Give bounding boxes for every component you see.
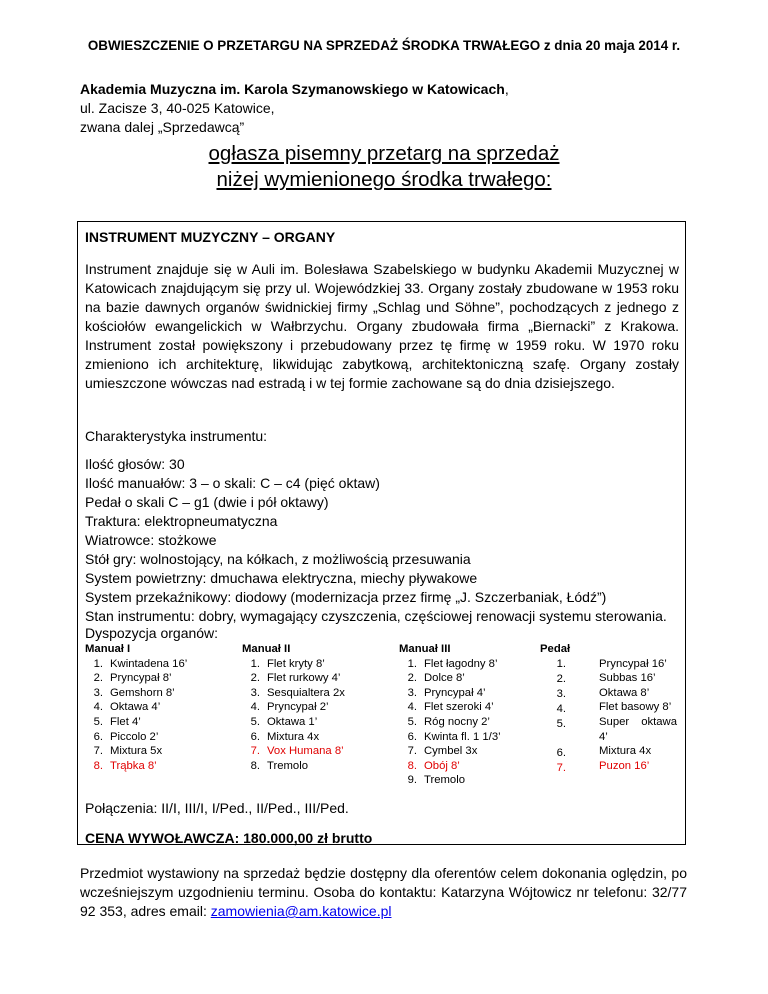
- stop-item: [399, 759, 539, 774]
- stop-name: Mixtura 4x: [267, 730, 320, 743]
- pedal-column: [540, 642, 570, 776]
- manual-1-heading: Manuał I: [85, 643, 131, 655]
- stop-number: 3.: [250, 686, 260, 699]
- stop-item: [85, 730, 235, 745]
- characteristics-title: Charakterystyka instrumentu:: [85, 428, 268, 444]
- pedal-stop-name: Puzon 16’: [599, 759, 650, 772]
- stop-number: 5.: [407, 715, 417, 728]
- manual-3-stops: [399, 657, 539, 788]
- stop-item: [399, 744, 539, 759]
- manual-1-column: [85, 642, 235, 773]
- stop-number: 4.: [407, 701, 417, 714]
- stop-number: 8.: [250, 759, 260, 772]
- stop-number: 4.: [250, 701, 260, 714]
- stop-name: Trąbka 8’: [110, 759, 157, 772]
- announcement-title: [0, 141, 768, 193]
- stop-item: [399, 686, 539, 701]
- stop-item: [399, 700, 539, 715]
- stop-number: 5.: [250, 715, 260, 728]
- stop-number: 9.: [407, 774, 417, 787]
- footer-text: Przedmiot wystawiony na sprzedaż będzie dostępny dla oferentów celem dokonania oględzin, po wcześniejszym uzgodnieniu terminu. Osoba do kontaktu: Katarzyna Wójtowicz nr telefonu: 32/77 92 353, adres email:: [80, 865, 687, 919]
- stop-number: 8.: [407, 759, 417, 772]
- pedal-stop-number: 7.: [556, 761, 566, 774]
- stop-number: 2.: [407, 672, 417, 685]
- stop-name: Flet szeroki 4’: [424, 701, 494, 714]
- pedal-stop-name: Flet basowy 8’: [599, 701, 672, 714]
- stop-number: 3.: [407, 686, 417, 699]
- connections: Połączenia: II/I, III/I, I/Ped., II/Ped., III/Ped.: [85, 800, 349, 816]
- manual-3-heading: Manuał III: [399, 643, 451, 655]
- stop-name: Pryncypał 4’: [424, 686, 486, 699]
- stop-item: [399, 730, 539, 745]
- stop-number: 1.: [250, 657, 260, 670]
- seller-address: ul. Zacisze 3, 40-025 Katowice,: [80, 100, 275, 116]
- stop-name: Flet kryty 8’: [267, 657, 325, 670]
- stop-item: [242, 730, 392, 745]
- stop-item: [242, 759, 392, 774]
- manual-2-column: [242, 642, 392, 773]
- stop-item: [399, 773, 539, 788]
- stop-item: [242, 744, 392, 759]
- pedal-stop-number: 4.: [556, 702, 566, 715]
- pedal-stop-name: Mixtura 4x: [599, 745, 652, 758]
- stop-item: [85, 686, 235, 701]
- item-title: INSTRUMENT MUZYCZNY – ORGANY: [85, 229, 336, 245]
- stop-name: Tremolo: [424, 774, 466, 787]
- pedal-stop-number: 2.: [556, 672, 566, 685]
- stop-number: 8.: [93, 759, 103, 772]
- manual-3-column: [399, 642, 539, 788]
- pedal-stop-number: 1.: [556, 657, 566, 670]
- stop-number: 7.: [93, 745, 103, 758]
- stop-name: Tremolo: [267, 759, 309, 772]
- pedal-numbers: [540, 657, 570, 776]
- contact-email-link[interactable]: zamowienia@am.katowice.pl: [210, 903, 392, 919]
- stop-item: [399, 671, 539, 686]
- stop-name: Gemshorn 8’: [110, 686, 175, 699]
- stop-name: Róg nocny 2’: [424, 715, 490, 728]
- stop-number: 1.: [93, 657, 103, 670]
- spec-line: Traktura: elektropneumatyczna: [85, 513, 278, 529]
- stop-item: [399, 715, 539, 730]
- stop-item: [85, 700, 235, 715]
- manual-2-heading: Manuał II: [242, 643, 291, 655]
- stop-item: [85, 759, 235, 774]
- announcement-line-2: niżej wymienionego środka trwałego:: [216, 168, 552, 191]
- stop-item: [85, 715, 235, 730]
- stop-number: 6.: [250, 730, 260, 743]
- pedal-stop-name: Pryncypał 16’: [599, 657, 667, 670]
- stop-item: [399, 657, 539, 672]
- stop-name: Vox Humana 8’: [267, 745, 344, 758]
- stop-name: Pryncypał 8’: [110, 672, 172, 685]
- spec-line: System powietrzny: dmuchawa elektryczna, miechy pływakowe: [85, 570, 478, 586]
- pedal-stop-name: Subbas 16’: [599, 672, 656, 685]
- stop-name: Oktawa 1’: [267, 715, 318, 728]
- pedal-heading: Pedał: [540, 643, 571, 655]
- manual-2-stops: [242, 657, 392, 774]
- stop-number: 6.: [93, 730, 103, 743]
- seller-name-suffix: ,: [504, 81, 509, 97]
- stop-number: 2.: [93, 672, 103, 685]
- spec-line: Ilość głosów: 30: [85, 456, 185, 472]
- announcement-line-1: ogłasza pisemny przetarg na sprzedaż: [208, 142, 560, 165]
- stop-item: [242, 700, 392, 715]
- stop-item: [85, 671, 235, 686]
- stop-item: [85, 744, 235, 759]
- disposition-title: Dyspozycja organów:: [85, 625, 219, 641]
- pedal-stop-names: [599, 642, 677, 773]
- stop-name: Dolce 8’: [424, 672, 465, 685]
- stop-name: Piccolo 2’: [110, 730, 159, 743]
- stop-name: Cymbel 3x: [424, 745, 478, 758]
- stop-number: 5.: [93, 715, 103, 728]
- stop-name: Flet 4’: [110, 715, 141, 728]
- spec-line: Stół gry: wolnostojący, na kółkach, z możliwością przesuwania: [85, 551, 471, 567]
- stop-item: [242, 671, 392, 686]
- stop-name: Kwintadena 16’: [110, 657, 188, 670]
- spec-line: Stan instrumentu: dobry, wymagający czyszczenia, częściowej renowacji systemu sterowania.: [85, 608, 667, 624]
- stop-name: Pryncypał 2’: [267, 701, 329, 714]
- stop-number: 3.: [93, 686, 103, 699]
- stop-item: [242, 686, 392, 701]
- item-box: [77, 221, 686, 845]
- pedal-stop-number: 5.: [556, 717, 566, 730]
- stop-name: Mixtura 5x: [110, 745, 163, 758]
- stop-item: [242, 657, 392, 672]
- stop-number: 4.: [93, 701, 103, 714]
- manual-1-stops: [85, 657, 235, 774]
- pedal-stop-number: 6.: [556, 746, 566, 759]
- seller-block: [80, 80, 509, 137]
- stop-number: 7.: [250, 745, 260, 758]
- spec-line: Ilość manuałów: 3 – o skali: C – c4 (pięć oktaw): [85, 475, 380, 491]
- notice-header: OBWIESZCZENIE O PRZETARGU NA SPRZEDAŻ ŚRODKA TRWAŁEGO z dnia 20 maja 2014 r.: [87, 38, 681, 53]
- stop-number: 1.: [407, 657, 417, 670]
- pedal-stop-name: Oktawa 8’: [599, 686, 650, 699]
- pedal-stop-number: 3.: [556, 687, 566, 700]
- stop-name: Oktawa 4’: [110, 701, 161, 714]
- stop-item: [85, 657, 235, 672]
- spec-line: Pedał o skali C – g1 (dwie i pół oktawy): [85, 494, 329, 510]
- stop-name: Flet rurkowy 4’: [267, 672, 341, 685]
- footer-contact: [80, 864, 687, 921]
- starting-price: CENA WYWOŁAWCZA: 180.000,00 zł brutto: [85, 830, 373, 846]
- stop-item: [242, 715, 392, 730]
- item-description: Instrument znajduje się w Auli im. Bolesława Szabelskiego w budynku Akademii Muzycznej w Katowicach znajdującym się przy ul. Wojewódzkiej 33. Organy zostały zbudowane w 1953 roku na bazie dawnych organów świdnickiej firmy „Schlag und Söhne”, pochodzących z jednego z kościołów ewangelickich w Wałbrzychu. Organy zbudowała firma „Biernacki” z Krakowa. Instrument został powiększony i przebudowany przez tę firmę w 1959 roku. W 1970 roku zmieniono ich architekturę, likwidując zabytkową, architektoniczną szafę. Organy zostały umieszczone wówczas nad estradą i w tej formie zachowane są do dnia dzisiejszego.: [85, 261, 679, 391]
- stop-name: Kwinta fl. 1 1/3’: [424, 730, 501, 743]
- pedal-stop-name: Super oktawa 4’: [599, 715, 677, 743]
- stop-name: Obój 8’: [424, 759, 460, 772]
- stop-name: Flet łagodny 8’: [424, 657, 498, 670]
- stop-number: 7.: [407, 745, 417, 758]
- seller-alias: zwana dalej „Sprzedawcą”: [80, 119, 245, 135]
- seller-name: Akademia Muzyczna im. Karola Szymanowskiego w Katowicach: [80, 81, 505, 97]
- stop-number: 2.: [250, 672, 260, 685]
- stop-name: Sesquialtera 2x: [267, 686, 345, 699]
- spec-line: System przekaźnikowy: diodowy (modernizacja przez firmę „J. Szczerbaniak, Łódź”): [85, 589, 607, 605]
- spec-line: Wiatrowce: stożkowe: [85, 532, 217, 548]
- stop-number: 6.: [407, 730, 417, 743]
